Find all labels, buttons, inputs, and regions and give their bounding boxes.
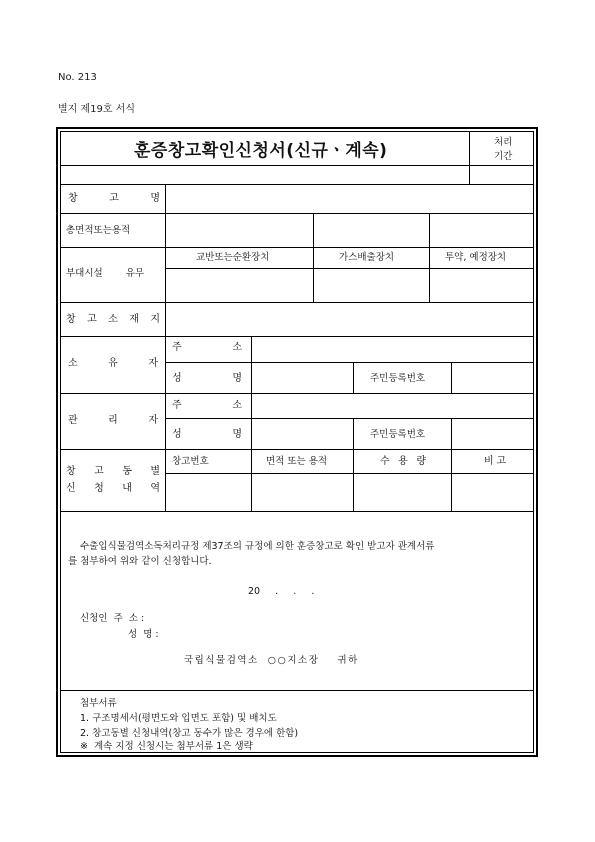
- applicant-name-label: 성 명 :: [128, 629, 159, 640]
- facility-exhaust: 가스배출장치: [339, 252, 395, 263]
- attachment-note: ※ 계속 지정 신청시는 첨부서류 1은 생략: [80, 741, 253, 752]
- form-number: 별지 제19호 서식: [58, 104, 136, 115]
- attachment-item-2: 2. 창고동별 신청내역(창고 동수가 많은 경우에 한함): [80, 728, 299, 739]
- statement-line-1: 수출입식물검역소독처리규정 제37조의 규정에 의한 훈증창고로 확인 받고자 관계서류: [80, 541, 435, 552]
- owner-name-label: 성 명: [172, 373, 242, 384]
- manager-resident-no-label: 주민등록번호: [370, 429, 426, 440]
- divider: [165, 184, 166, 511]
- divider: [61, 184, 533, 185]
- facility-mixing: 교반또는순환장치: [196, 252, 270, 263]
- statement-line-2: 를 첨부하여 위와 같이 신청합니다.: [68, 556, 212, 567]
- manager-label: 관 리 자: [68, 415, 158, 426]
- attachments-heading: 첨부서류: [80, 698, 117, 709]
- processing-period-label: 처리: [494, 137, 513, 148]
- divider: [353, 362, 354, 393]
- processing-period-label: 기간: [494, 151, 513, 162]
- owner-label: 소 유 자: [68, 358, 158, 369]
- manager-name-label: 성 명: [172, 429, 242, 440]
- divider: [429, 213, 430, 302]
- divider: [165, 473, 533, 474]
- divider: [61, 213, 533, 214]
- divider: [353, 418, 354, 449]
- divider: [451, 362, 452, 393]
- divider: [313, 213, 314, 302]
- application-date: 20 . . .: [248, 586, 315, 597]
- owner-address-label: 주 소: [172, 342, 242, 353]
- divider: [165, 268, 533, 269]
- warehouse-number-header: 창고번호: [172, 456, 209, 467]
- addressee: 국립식물검역소 ○○지소장 귀하: [184, 655, 359, 666]
- attachment-item-1: 1. 구조명세서(평면도와 입면도 포함) 및 배치도: [80, 713, 277, 724]
- divider: [469, 132, 470, 184]
- document-number: No. 213: [58, 72, 97, 83]
- divider: [451, 418, 452, 449]
- remarks-header: 비 고: [484, 456, 506, 467]
- divider: [61, 449, 533, 450]
- application-form: [56, 127, 538, 757]
- divider: [61, 393, 533, 394]
- divider: [353, 449, 354, 511]
- detail-label: 창 고 동 별: [66, 466, 160, 477]
- divider: [165, 418, 533, 419]
- manager-address-label: 주 소: [172, 400, 242, 411]
- capacity-header: 수 용 량: [380, 456, 426, 467]
- divider: [61, 165, 533, 166]
- applicant-address-label: 신청인 주 소 :: [80, 613, 145, 624]
- owner-resident-no-label: 주민등록번호: [370, 373, 426, 384]
- divider: [61, 511, 533, 512]
- total-area-label: 총면적또는용적: [66, 225, 131, 236]
- divider: [451, 449, 452, 511]
- form-title: 훈증창고확인신청서(신규ㆍ계속): [134, 141, 388, 161]
- divider: [165, 362, 533, 363]
- divider: [61, 336, 533, 337]
- warehouse-name-label: 창 고 명: [68, 193, 160, 204]
- detail-label: 신 청 내 역: [66, 483, 160, 494]
- area-volume-header: 면적 또는 용적: [266, 456, 328, 467]
- facilities-label: 부대시설 유무: [66, 268, 145, 279]
- divider: [61, 247, 533, 248]
- divider: [61, 302, 533, 303]
- divider: [61, 690, 533, 691]
- facility-dosing: 투약, 예정장치: [445, 252, 507, 263]
- location-label: 창 고 소 재 지: [66, 314, 160, 325]
